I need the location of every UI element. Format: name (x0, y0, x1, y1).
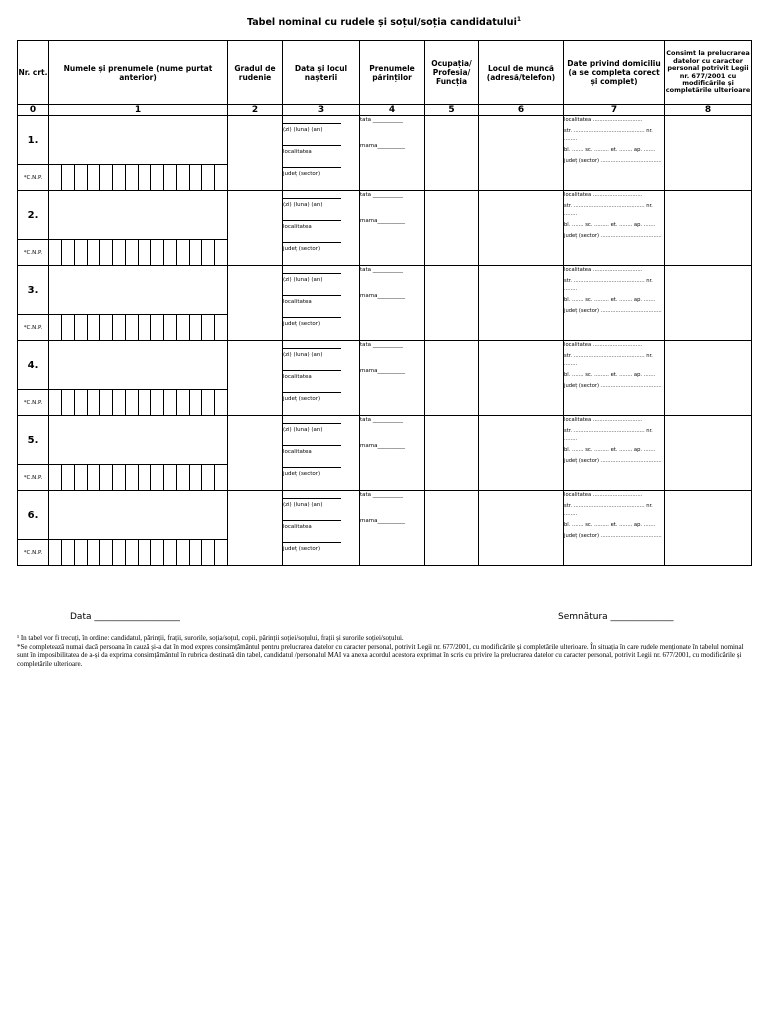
domicile-block: bl. ....... sc. ......... et. ........ ap. ....... (564, 222, 656, 228)
cnp-field[interactable] (49, 390, 228, 416)
parents-cell[interactable] (360, 266, 425, 341)
birth-date-label: (zi) (luna) (an) (283, 127, 323, 133)
date-field[interactable]: Data ___________________ (70, 612, 180, 622)
workplace-field[interactable] (479, 191, 564, 266)
cnp-digit-box[interactable] (163, 465, 176, 490)
domicile-county: județ (sector) ..................................... (564, 233, 662, 239)
cnp-digit-box[interactable] (214, 165, 227, 190)
table-row (18, 266, 752, 315)
table-row (18, 491, 752, 540)
table-row (18, 341, 752, 390)
name-field[interactable] (49, 491, 228, 540)
header-consimt: Consimt la prelucrarea datelor cu caracter personal potrivit Legii nr. 677/2001 cu modificările și completările ulterioare (665, 41, 752, 105)
header-grad: Gradul de rudenie (228, 41, 283, 105)
father-label: tata ___________ (360, 267, 404, 273)
birth-county-label: județ (sector) (283, 246, 321, 252)
cnp-digit-box[interactable] (87, 165, 100, 190)
domicile-county: județ (sector) ..................................... (564, 458, 662, 464)
cnp-digit-box[interactable] (150, 540, 163, 565)
father-label: tata ___________ (360, 417, 404, 423)
cnp-label: *C.N.P. (18, 390, 49, 416)
cnp-digit-box[interactable] (189, 315, 202, 340)
row-number: 6. (18, 491, 49, 540)
colnum: 3 (283, 105, 360, 116)
cnp-digit-box[interactable] (201, 240, 214, 265)
domicile-street: str. ........................................... nr. ........ (564, 203, 653, 217)
name-field[interactable] (49, 116, 228, 165)
cnp-digit-box[interactable] (87, 315, 100, 340)
colnum: 2 (228, 105, 283, 116)
consent-field[interactable] (665, 116, 752, 191)
birth-date-label: (zi) (luna) (an) (283, 502, 323, 508)
relatives-table (17, 40, 752, 566)
domicile-county: județ (sector) ..................................... (564, 308, 662, 314)
occupation-field[interactable] (425, 116, 479, 191)
domicile-locality: localitatea .............................. (564, 492, 643, 498)
cnp-digit-box[interactable] (163, 165, 176, 190)
domicile-cell[interactable] (564, 341, 665, 416)
domicile-street: str. ........................................... nr. ........ (564, 503, 653, 517)
workplace-field[interactable] (479, 416, 564, 491)
footnote-1: ¹ In tabel vor fi trecuți, în ordine: candidatul, părinții, frații, surorile, soția/soțul, copii, părinții soției/soțului, frații și surorile soției/soțului. (17, 634, 404, 642)
domicile-cell[interactable] (564, 116, 665, 191)
birth-locality-label: localitatea (283, 449, 312, 455)
cnp-label: *C.N.P. (18, 465, 49, 491)
occupation-field[interactable] (425, 341, 479, 416)
mother-label: mama__________ (360, 143, 405, 149)
mother-label: mama__________ (360, 293, 405, 299)
cnp-digit-box[interactable] (99, 240, 112, 265)
header-ocupatia: Ocupația/ Profesia/ Funcția (425, 41, 479, 105)
cnp-digit-box[interactable] (163, 240, 176, 265)
cnp-digit-box[interactable] (176, 315, 189, 340)
table-row (18, 416, 752, 465)
cnp-digit-box[interactable] (138, 240, 151, 265)
colnum: 8 (665, 105, 752, 116)
cnp-digit-box[interactable] (150, 465, 163, 490)
parents-cell[interactable] (360, 116, 425, 191)
colnum: 5 (425, 105, 479, 116)
domicile-locality: localitatea .............................. (564, 267, 643, 273)
signature-field[interactable]: Semnătura ______________ (558, 612, 674, 622)
relation-field[interactable] (228, 341, 283, 416)
row-number: 3. (18, 266, 49, 315)
row-number: 1. (18, 116, 49, 165)
cnp-digit-box[interactable] (112, 165, 125, 190)
column-numbers-row (18, 105, 752, 116)
birth-cell[interactable] (283, 191, 360, 266)
domicile-street: str. ........................................... nr. ........ (564, 128, 653, 142)
relation-field[interactable] (228, 491, 283, 566)
header-munca: Locul de muncă (adresă/telefon) (479, 41, 564, 105)
domicile-county: județ (sector) ..................................... (564, 383, 662, 389)
cnp-digit-box[interactable] (163, 540, 176, 565)
occupation-field[interactable] (425, 491, 479, 566)
cnp-digit-box[interactable] (176, 165, 189, 190)
cnp-digit-box[interactable] (150, 315, 163, 340)
cnp-digit-box[interactable] (125, 315, 138, 340)
father-label: tata ___________ (360, 492, 404, 498)
parents-cell[interactable] (360, 341, 425, 416)
father-label: tata ___________ (360, 342, 404, 348)
cnp-digit-box[interactable] (214, 465, 227, 490)
workplace-field[interactable] (479, 341, 564, 416)
occupation-field[interactable] (425, 266, 479, 341)
header-nr: Nr. crt. (18, 41, 49, 105)
relation-field[interactable] (228, 266, 283, 341)
cnp-digit-box[interactable] (176, 390, 189, 415)
cnp-digit-box[interactable] (125, 240, 138, 265)
cnp-digit-box[interactable] (201, 315, 214, 340)
cnp-digit-box[interactable] (125, 165, 138, 190)
colnum: 1 (49, 105, 228, 116)
cnp-digit-box[interactable] (189, 165, 202, 190)
domicile-cell[interactable] (564, 416, 665, 491)
cnp-digit-box[interactable] (74, 465, 87, 490)
name-field[interactable] (49, 341, 228, 390)
birth-date-label: (zi) (luna) (an) (283, 352, 323, 358)
parents-cell[interactable] (360, 491, 425, 566)
cnp-digit-box[interactable] (189, 540, 202, 565)
cnp-field[interactable] (49, 315, 228, 341)
workplace-field[interactable] (479, 491, 564, 566)
cnp-digit-box[interactable] (176, 240, 189, 265)
cnp-digit-box[interactable] (214, 390, 227, 415)
domicile-street: str. ........................................... nr. ........ (564, 428, 653, 442)
cnp-digit-box[interactable] (125, 465, 138, 490)
cnp-digit-box[interactable] (150, 165, 163, 190)
cnp-digit-box[interactable] (74, 240, 87, 265)
birth-cell[interactable] (283, 416, 360, 491)
cnp-digit-box[interactable] (99, 315, 112, 340)
birth-date-label: (zi) (luna) (an) (283, 202, 323, 208)
row-number: 5. (18, 416, 49, 465)
domicile-locality: localitatea .............................. (564, 192, 643, 198)
domicile-cell[interactable] (564, 266, 665, 341)
workplace-field[interactable] (479, 266, 564, 341)
name-field[interactable] (49, 416, 228, 465)
domicile-cell[interactable] (564, 491, 665, 566)
mother-label: mama__________ (360, 518, 405, 524)
cnp-digit-box[interactable] (138, 465, 151, 490)
cnp-digit-box[interactable] (99, 165, 112, 190)
header-nastere: Data și locul nașterii (283, 41, 360, 105)
domicile-block: bl. ....... sc. ......... et. ........ ap. ....... (564, 447, 656, 453)
colnum: 6 (479, 105, 564, 116)
name-field[interactable] (49, 266, 228, 315)
cnp-digit-box[interactable] (112, 390, 125, 415)
birth-county-label: județ (sector) (283, 321, 321, 327)
birth-locality-label: localitatea (283, 299, 312, 305)
birth-cell[interactable] (283, 116, 360, 191)
footnote-2: *Se completează numai dacă persoana în cauză și-a dat în mod expres consimțământul pentru prelucrarea datelor cu caracter personal, potrivit Legii nr. 677/2001, cu modificările și completările ulterioare. În situația în care rudele menționate în tabelul nominal sunt în imposibilitatea de a-și da exprima consimțământul în rubrica destinată din tabel, candidatul /personalul MAI va anexa acordul acestora exprimat în scris cu privire la prelucrarea datelor cu caracter personal, potrivit Legii nr. 677/2001, cu modificările și completările ulterioare. (17, 642, 744, 668)
cnp-digit-box[interactable] (112, 540, 125, 565)
parents-cell[interactable] (360, 191, 425, 266)
cnp-digit-box[interactable] (74, 165, 87, 190)
mother-label: mama__________ (360, 443, 405, 449)
cnp-digit-box[interactable] (112, 315, 125, 340)
cnp-digit-box[interactable] (87, 240, 100, 265)
cnp-digit-box[interactable] (87, 540, 100, 565)
cnp-digit-box[interactable] (61, 390, 74, 415)
domicile-street: str. ........................................... nr. ........ (564, 278, 653, 292)
cnp-digit-box[interactable] (150, 240, 163, 265)
form-title: Tabel nominal cu rudele și soțul/soția candidatului$^1$ (246, 16, 522, 29)
birth-county-label: județ (sector) (283, 471, 321, 477)
cnp-field[interactable] (49, 465, 228, 491)
relation-field[interactable] (228, 191, 283, 266)
cnp-digit-box[interactable] (201, 465, 214, 490)
birth-cell[interactable] (283, 491, 360, 566)
mother-label: mama__________ (360, 368, 405, 374)
cnp-digit-box[interactable] (61, 540, 74, 565)
consent-field[interactable] (665, 341, 752, 416)
cnp-digit-box[interactable] (150, 390, 163, 415)
domicile-locality: localitatea .............................. (564, 117, 643, 123)
cnp-digit-box[interactable] (61, 465, 74, 490)
cnp-field[interactable] (49, 165, 228, 191)
row-number: 2. (18, 191, 49, 240)
cnp-digit-box[interactable] (138, 315, 151, 340)
colnum: 7 (564, 105, 665, 116)
cnp-digit-box[interactable] (201, 390, 214, 415)
domicile-street: str. ........................................... nr. ........ (564, 353, 653, 367)
cnp-digit-box[interactable] (176, 465, 189, 490)
consent-field[interactable] (665, 491, 752, 566)
consent-field[interactable] (665, 416, 752, 491)
cnp-field[interactable] (49, 540, 228, 566)
cnp-label: *C.N.P. (18, 540, 49, 566)
cnp-digit-box[interactable] (201, 165, 214, 190)
birth-county-label: județ (sector) (283, 171, 321, 177)
birth-locality-label: localitatea (283, 224, 312, 230)
cnp-digit-box[interactable] (61, 165, 74, 190)
consent-field[interactable] (665, 191, 752, 266)
birth-date-label: (zi) (luna) (an) (283, 277, 323, 283)
cnp-digit-box[interactable] (87, 465, 100, 490)
relation-field[interactable] (228, 116, 283, 191)
cnp-digit-box[interactable] (125, 390, 138, 415)
cnp-digit-box[interactable] (138, 165, 151, 190)
birth-locality-label: localitatea (283, 374, 312, 380)
workplace-field[interactable] (479, 116, 564, 191)
cnp-label: *C.N.P. (18, 165, 49, 191)
table-row (18, 191, 752, 240)
cnp-digit-box[interactable] (112, 240, 125, 265)
relation-field[interactable] (228, 416, 283, 491)
cnp-digit-box[interactable] (163, 315, 176, 340)
cnp-digit-box[interactable] (189, 465, 202, 490)
cnp-label: *C.N.P. (18, 240, 49, 266)
cnp-digit-box[interactable] (214, 540, 227, 565)
occupation-field[interactable] (425, 416, 479, 491)
domicile-block: bl. ....... sc. ......... et. ........ ap. ....... (564, 372, 656, 378)
cnp-digit-box[interactable] (201, 540, 214, 565)
domicile-block: bl. ....... sc. ......... et. ........ ap. ....... (564, 297, 656, 303)
header-nume: Numele și prenumele (nume purtat anterior) (49, 41, 228, 105)
cnp-digit-box[interactable] (74, 540, 87, 565)
parents-cell[interactable] (360, 416, 425, 491)
cnp-field[interactable] (49, 240, 228, 266)
father-label: tata ___________ (360, 117, 404, 123)
domicile-cell[interactable] (564, 191, 665, 266)
father-label: tata ___________ (360, 192, 404, 198)
cnp-digit-box[interactable] (87, 390, 100, 415)
cnp-digit-box[interactable] (74, 390, 87, 415)
colnum: 4 (360, 105, 425, 116)
birth-date-label: (zi) (luna) (an) (283, 427, 323, 433)
occupation-field[interactable] (425, 191, 479, 266)
header-parinti: Prenumele părinților (360, 41, 425, 105)
cnp-digit-box[interactable] (99, 390, 112, 415)
table-row (18, 116, 752, 165)
cnp-digit-box[interactable] (125, 540, 138, 565)
colnum: 0 (18, 105, 49, 116)
consent-field[interactable] (665, 266, 752, 341)
cnp-label: *C.N.P. (18, 315, 49, 341)
birth-county-label: județ (sector) (283, 396, 321, 402)
name-field[interactable] (49, 191, 228, 240)
cnp-digit-box[interactable] (214, 315, 227, 340)
cnp-digit-box[interactable] (163, 390, 176, 415)
birth-county-label: județ (sector) (283, 546, 321, 552)
cnp-digit-box[interactable] (138, 390, 151, 415)
cnp-digit-box[interactable] (61, 240, 74, 265)
cnp-digit-box[interactable] (99, 465, 112, 490)
birth-cell[interactable] (283, 341, 360, 416)
domicile-county: județ (sector) ..................................... (564, 533, 662, 539)
cnp-digit-box[interactable] (189, 240, 202, 265)
domicile-block: bl. ....... sc. ......... et. ........ ap. ....... (564, 147, 656, 153)
row-number: 4. (18, 341, 49, 390)
cnp-digit-box[interactable] (74, 315, 87, 340)
birth-cell[interactable] (283, 266, 360, 341)
header-domiciliu: Date privind domiciliu (a se completa corect și complet) (564, 41, 665, 105)
birth-locality-label: localitatea (283, 524, 312, 530)
cnp-digit-box[interactable] (176, 540, 189, 565)
domicile-block: bl. ....... sc. ......... et. ........ ap. ....... (564, 522, 656, 528)
cnp-digit-box[interactable] (189, 390, 202, 415)
domicile-locality: localitatea .............................. (564, 417, 643, 423)
cnp-digit-box[interactable] (99, 540, 112, 565)
mother-label: mama__________ (360, 218, 405, 224)
cnp-digit-box[interactable] (138, 540, 151, 565)
cnp-digit-box[interactable] (214, 240, 227, 265)
cnp-digit-box[interactable] (61, 315, 74, 340)
domicile-locality: localitatea .............................. (564, 342, 643, 348)
domicile-county: județ (sector) ..................................... (564, 158, 662, 164)
footnotes (17, 634, 751, 668)
cnp-digit-box[interactable] (112, 465, 125, 490)
birth-locality-label: localitatea (283, 149, 312, 155)
